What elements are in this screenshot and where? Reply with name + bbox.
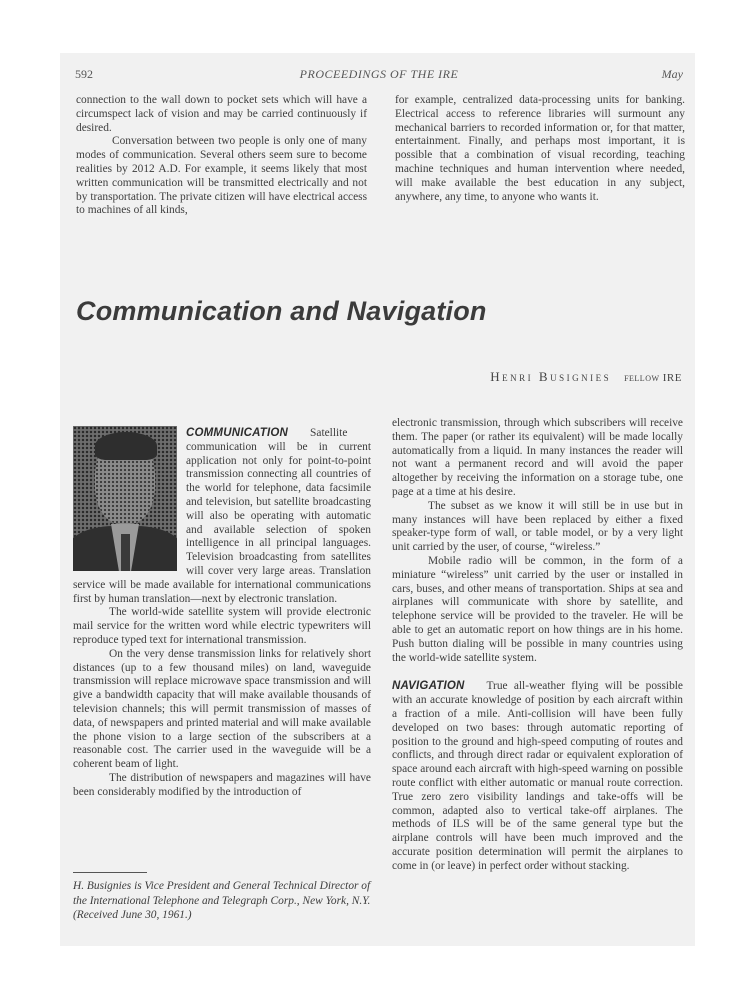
section-heading-navigation: NAVIGATION — [392, 680, 465, 693]
section-spacer — [392, 665, 683, 680]
photo-wrap-space — [73, 427, 186, 567]
previous-article-right-column — [395, 94, 685, 204]
paragraph: The world-wide satellite system will provide electronic mail service for the written word while electric typewriters will reproduce typed text for international transmission. — [73, 606, 371, 646]
scanned-page — [60, 53, 695, 946]
paragraph: The subset as we know it will still be in use but in many instances will have been replaced by either a fixed speaker-type form of wall, or table model, or by a very light unit carried by the user, of course, “wireless.” — [392, 499, 683, 554]
author-name: Henri Busignies — [490, 369, 612, 384]
paragraph — [392, 680, 683, 873]
paragraph: On the very dense transmission links for relatively short distances (up to a few thousand miles) on land, waveguide transmission will replace microwave space transmission and will give a bandwidth capacity that will make available thousands of television channels; this will permit transmission of masses of data, of newspapers and printed material and will make available the phone vision to a large section of the subscribers at a reasonable cost. The carrier used in the waveguide will be a coherent beam of light. — [73, 647, 371, 771]
paragraph-text: Satellite communication will be in current application not only for point-to-point transmission connecting all countries of the world for telephone, data facsimile and television, but satellite broadcasting will also be operating with automatic and available selection of spoken intelligence in all principal languages. Television broadcasting from satellites will cover very large areas. Translation service will be made available for international communications first by human translation—next by electronic translation. — [73, 427, 371, 605]
article-right-column — [392, 417, 683, 874]
paragraph: for example, centralized data-processing units for banking. Electrical access to reference libraries will surmount any mechanical barriers to recorded information or, for that matter, entertainment. Finally, and perhaps most important, it is possible that a combination of visual recording, teaching machine techniques and human intervention where needed, will make available the best education in any subject, anywhere, any time, to anyone who wants it. — [395, 94, 685, 203]
article-title: Communication and Navigation — [76, 296, 487, 326]
communication-section — [73, 427, 371, 800]
byline — [490, 369, 682, 385]
paragraph: The distribution of newspapers and magazines will have been considerably modified by the introduction of — [73, 771, 371, 798]
paragraph: connection to the wall down to pocket sets which will have a circumspect lack of vision and may be carried continuously if desired. — [76, 94, 367, 134]
running-head — [75, 67, 683, 83]
journal-title: PROCEEDINGS OF THE IRE — [299, 67, 459, 81]
issue-month: May — [661, 67, 683, 81]
paragraph-text: True all-weather flying will be possible with an accurate knowledge of position by each aircraft within a fraction of a mile. Anti-collision will have been fully developed on two bases: through automatic reporting of position to the ground and high-speed computing of routes and conflicts, and through direct radar or equivalent exploration of space around each aircraft with high-speed warning on possible route conflict with either automatic or manual route correction. True zero zero visibility landings and take-offs will be common, adapted also to vertical take-off airplanes. The methods of ILS will be of the same general type but the airplane controls will have been much improved and the accurate position determination will permit the airplanes to come in (or leave) in perfect order without stacking. — [392, 680, 683, 872]
author-footnote: H. Busignies is Vice President and General Technical Director of the International Telephone and Telegraph Corp., New York, N.Y. (Received June 30, 1961.) — [73, 880, 371, 921]
previous-article-left-column — [76, 94, 367, 218]
paragraph: Mobile radio will be common, in the form of a miniature “wireless” unit carried by the user or installed in cars, buses, and other means of transportation. Ships at sea and airplanes will communicate with shore by satellite, and telephone service will be provided to the traveler. He will be able to get an automatic report on how things are in his home. Push button dialing will be possible in many countries using the world-wide satellite system. — [392, 554, 683, 664]
author-grade: fellow IRE — [624, 372, 682, 384]
footnote-divider — [73, 872, 147, 873]
page-number: 592 — [75, 67, 93, 81]
paragraph: Conversation between two people is only one of many modes of communication. Several others seem sure to become realities by 2012 A.D. For example, it seems likely that most written communication will be transmitted electrically and not by transportation. The private citizen will have electrical access to machines of all kinds, — [76, 135, 367, 217]
paragraph: electronic transmission, through which subscribers will receive them. The paper (or rather its equivalent) will be made locally automatically from a liquid. In many instances the reader will not want a permanent record and will avoid the paper altogether by receiving the information on a storage tube, one page at a time at his desire. — [392, 417, 683, 498]
section-heading-communication: COMMUNICATION — [186, 427, 289, 439]
